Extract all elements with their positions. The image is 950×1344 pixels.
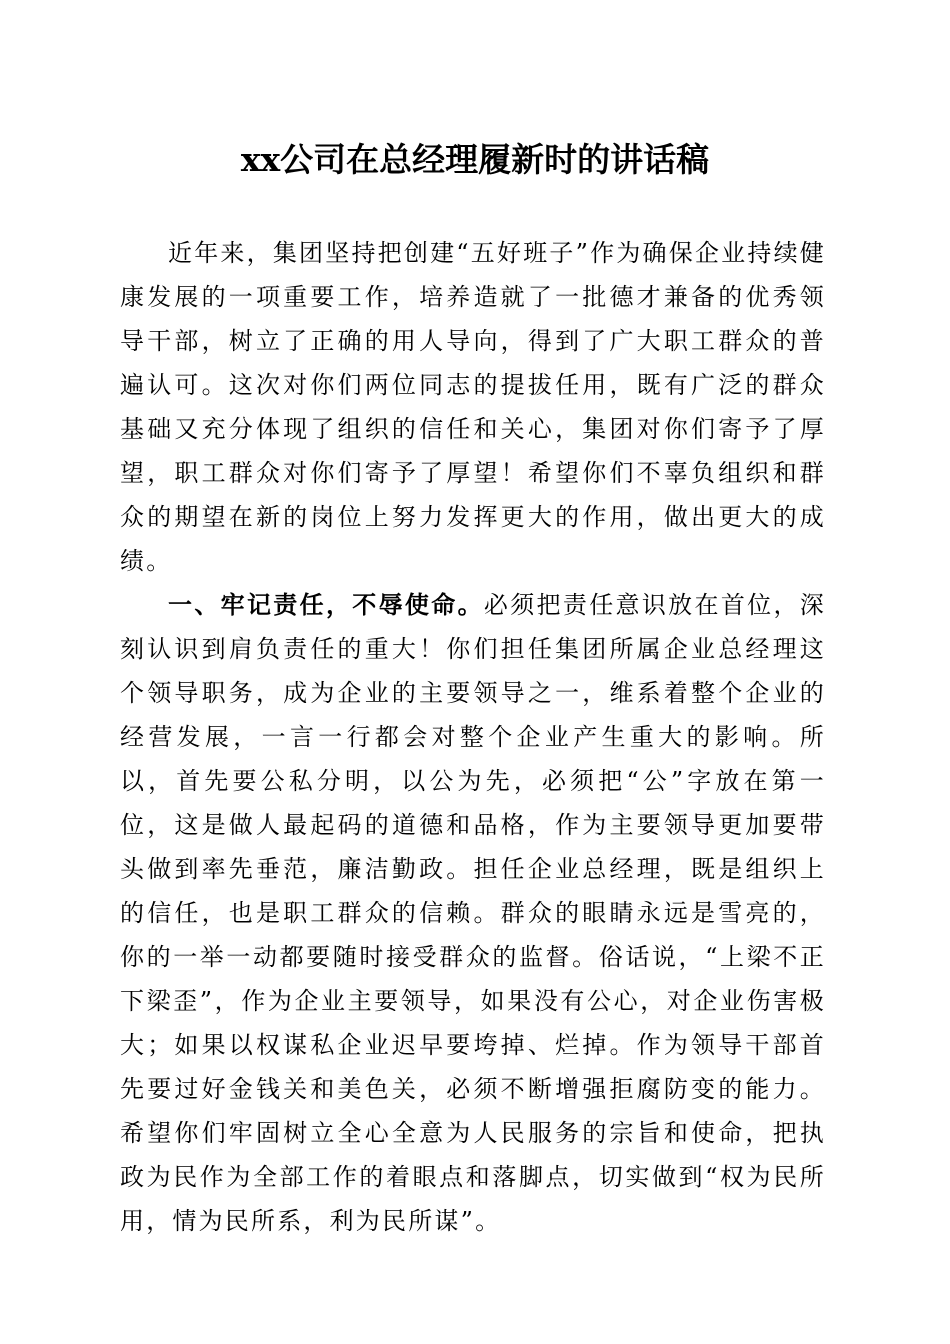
paragraph-section-1 [120,583,826,1243]
paragraph-intro [120,231,826,583]
section-heading: 一、牢记责任，不辱使命。 [168,591,484,619]
paragraph-text: 必须把责任意识放在首位，深刻认识到肩负责任的重大！你们担任集团所属企业总经理这个领导职务，成为企业的主要领导之一，维系着整个企业的经营发展，一言一行都会对整个企业产生重大的影响。所以，首先要公私分明，以公为先，必须把“公”字放在第一位，这是做人最起码的道德和品格，作为主要领导更加要带头做到率先垂范，廉洁勤政。担任企业总经理，既是组织上的信任，也是职工群众的信赖。群众的眼睛永远是雪亮的，你的一举一动都要随时接受群众的监督。俗话说，“上梁不正下梁歪”，作为企业主要领导，如果没有公心，对企业伤害极大；如果以权谋私企业迟早要垮掉、烂掉。作为领导干部首先要过好金钱关和美色关，必须不断增强拒腐防变的能力。希望你们牢固树立全心全意为人民服务的宗旨和使命，把执政为民作为全部工作的着眼点和落脚点，切实做到“权为民所用，情为民所系，利为民所谋”。 [120,591,826,1235]
paragraph-text: 近年来，集团坚持把创建“五好班子”作为确保企业持续健康发展的一项重要工作，培养造就了一批德才兼备的优秀领导干部，树立了正确的用人导向，得到了广大职工群众的普遍认可。这次对你们两位同志的提拔任用，既有广泛的群众基础又充分体现了组织的信任和关心，集团对你们寄予了厚望，职工群众对你们寄予了厚望！希望你们不辜负组织和群众的期望在新的岗位上努力发挥更大的作用，做出更大的成绩。 [120,239,826,575]
document-body [120,231,826,1243]
document-title: xx公司在总经理履新时的讲话稿 [240,140,710,179]
